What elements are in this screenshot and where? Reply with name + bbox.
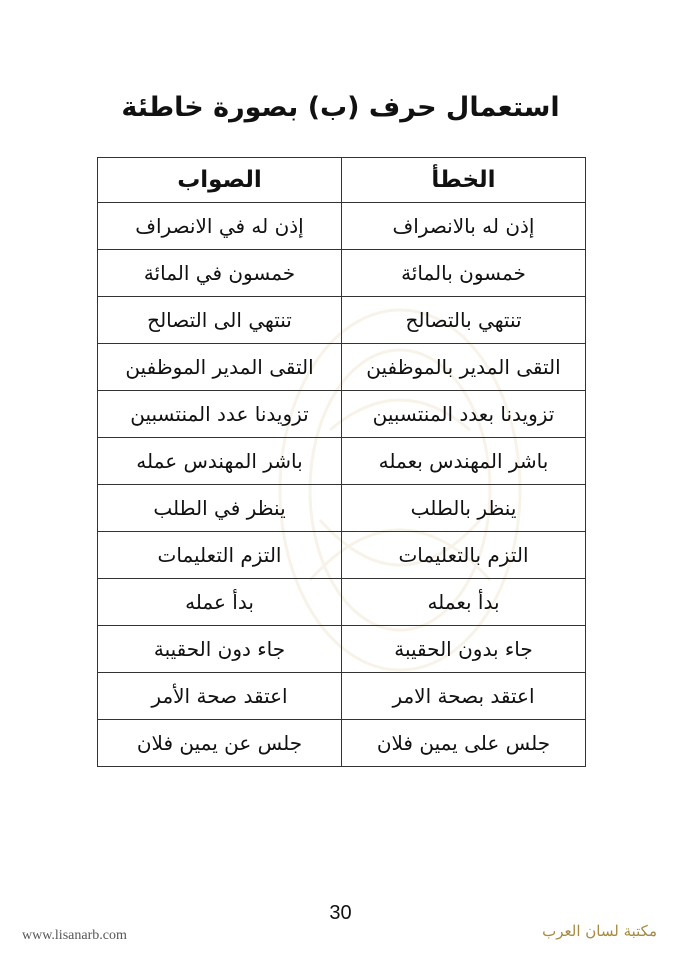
page-title: استعمال حرف (ب) بصورة خاطئة xyxy=(121,92,560,123)
footer-url: www.lisanarb.com xyxy=(22,928,127,943)
cell-wrong: جلس على يمين فلان xyxy=(342,720,586,767)
table-row xyxy=(98,532,586,579)
table-row xyxy=(98,297,586,344)
cell-right: إذن له في الانصراف xyxy=(98,203,342,250)
cell-wrong: ينظر بالطلب xyxy=(342,485,586,532)
cell-right: باشر المهندس عمله xyxy=(98,438,342,485)
cell-right: جلس عن يمين فلان xyxy=(98,720,342,767)
table-row xyxy=(98,485,586,532)
cell-wrong: خمسون بالمائة xyxy=(342,250,586,297)
header-wrong: الخطأ xyxy=(342,158,586,203)
table-row xyxy=(98,438,586,485)
cell-wrong: جاء بدون الحقيبة xyxy=(342,626,586,673)
table-row xyxy=(98,344,586,391)
cell-wrong: بدأ بعمله xyxy=(342,579,586,626)
table-row xyxy=(98,673,586,720)
cell-right: تزويدنا عدد المنتسبين xyxy=(98,391,342,438)
cell-wrong: التقى المدير بالموظفين xyxy=(342,344,586,391)
cell-right: بدأ عمله xyxy=(98,579,342,626)
cell-right: اعتقد صحة الأمر xyxy=(98,673,342,720)
cell-right: جاء دون الحقيبة xyxy=(98,626,342,673)
publisher-logo: مكتبة لسان العرب xyxy=(542,922,657,940)
table-row xyxy=(98,391,586,438)
table-header-row xyxy=(98,158,586,203)
cell-wrong: اعتقد بصحة الامر xyxy=(342,673,586,720)
cell-right: ينظر في الطلب xyxy=(98,485,342,532)
errors-table xyxy=(97,157,586,767)
cell-right: خمسون في المائة xyxy=(98,250,342,297)
page-number: 30 xyxy=(329,902,352,924)
table-row xyxy=(98,626,586,673)
cell-wrong: تنتهي بالتصالح xyxy=(342,297,586,344)
cell-right: التقى المدير الموظفين xyxy=(98,344,342,391)
cell-right: تنتهي الى التصالح xyxy=(98,297,342,344)
table-row xyxy=(98,720,586,767)
cell-wrong: التزم بالتعليمات xyxy=(342,532,586,579)
cell-right: التزم التعليمات xyxy=(98,532,342,579)
header-right: الصواب xyxy=(98,158,342,203)
table-row xyxy=(98,250,586,297)
table-row xyxy=(98,203,586,250)
cell-wrong: تزويدنا بعدد المنتسبين xyxy=(342,391,586,438)
table-row xyxy=(98,579,586,626)
cell-wrong: إذن له بالانصراف xyxy=(342,203,586,250)
cell-wrong: باشر المهندس بعمله xyxy=(342,438,586,485)
